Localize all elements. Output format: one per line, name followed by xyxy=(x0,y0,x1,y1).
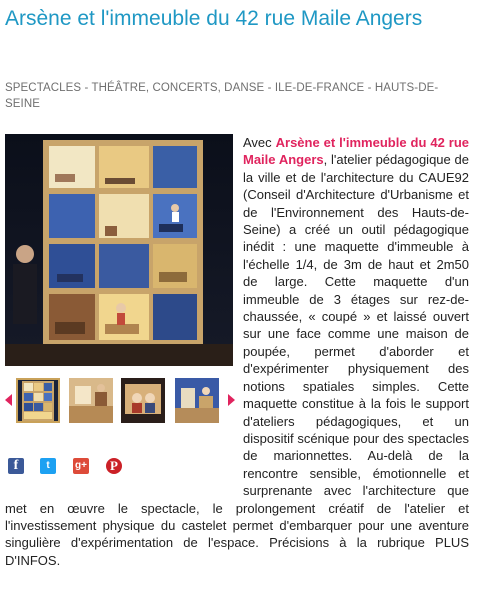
article-title: Arsène et l'immeuble du 42 rue Maile Angers xyxy=(5,7,423,30)
googleplus-icon[interactable]: g+ xyxy=(73,458,89,474)
thumbnail-1[interactable] xyxy=(16,378,60,423)
dollhouse-illustration xyxy=(5,134,233,366)
category-breadcrumb[interactable]: SPECTACLES - THÉÂTRE, CONCERTS, DANSE - ILE-DE-FRANCE - HAUTS-DE-SEINE xyxy=(5,82,439,110)
chevron-right-icon[interactable] xyxy=(228,394,235,406)
thumbnail-4[interactable] xyxy=(175,378,219,423)
thumbnail-4-image xyxy=(175,378,219,423)
thumbnail-3[interactable] xyxy=(121,378,165,423)
thumbnail-2[interactable] xyxy=(69,378,113,423)
chevron-left-icon[interactable] xyxy=(5,394,12,406)
thumbnail-1-image xyxy=(16,378,60,423)
thumbnail-3-image xyxy=(121,378,165,423)
body-intro: Avec xyxy=(243,135,276,150)
thumbnail-strip xyxy=(5,378,235,424)
thumbnail-2-image xyxy=(69,378,113,423)
facebook-icon[interactable]: f xyxy=(8,458,24,474)
pinterest-icon[interactable]: P xyxy=(106,458,122,474)
main-photo-dollhouse[interactable] xyxy=(5,134,233,366)
body-highlight-title: Arsène et l'immeuble du 42 rue Maile Angers xyxy=(243,135,469,168)
twitter-icon[interactable]: t xyxy=(40,458,56,474)
body-text: , l'atelier pédagogique de la ville et de l'architecture du CAUE92 (Conseil d'Architecture d'Urbanisme et de l'Environnement des Hauts-de-Seine) a créé un outil pédagogique inédit : une maquette d'immeuble à l'échelle 1/4, de 3m de haut et 2m50 de large. Cette maquette d'un immeuble de 3 étages sur rez-de-chaussée, « coupé » et laissé ouvert sur une face comme une maison de poupée, permet d'aborder et d'expérimenter physiquement des notions spatiales simples. Cette maquette constitue à la fois le support d'ateliers pédagogiques, et un dispositif scénique pour des spectacles de marionnettes. Au-delà de la rencontre sensible, émotionnelle et surprenante avec l'architecture que met en œuvre le spectacle, le prolongement créatif de l'atelier et l'investissement physique du castelet permet d'embarquer pour une aventure singulière d'expérimentation de l'espace. Précisions à la rubrique PLUS D'INFOS. xyxy=(5,152,469,568)
